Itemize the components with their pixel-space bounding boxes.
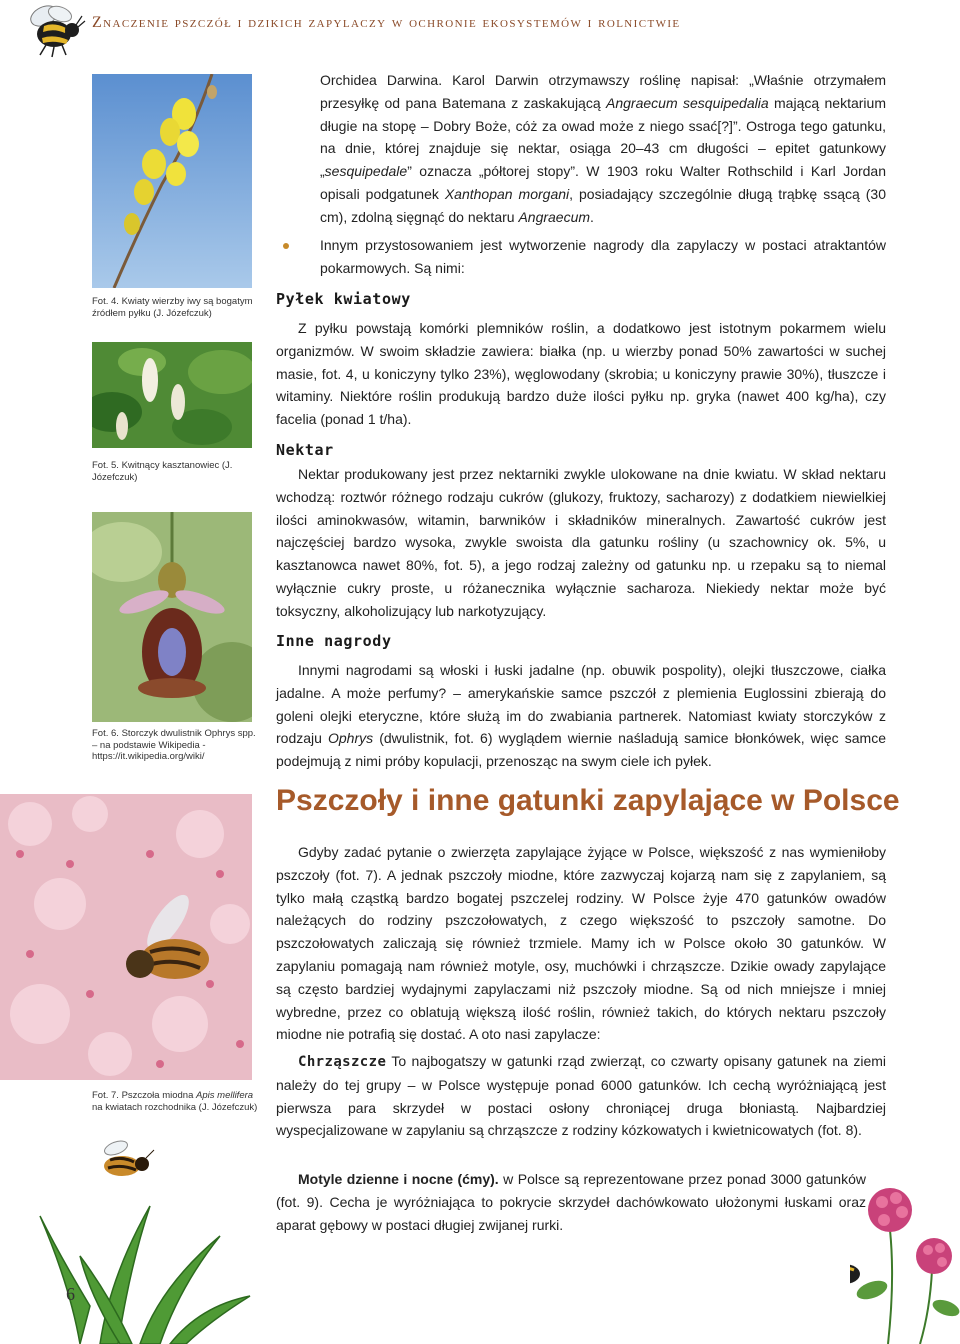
nektar-paragraph: Nektar produkowany jest przez nektarniki zwykle ulokowane na dnie kwiatu. W skład nektaru wchodzą: roztwór różnego rodzaju cukrów (glukozy, fruktozy, sacharozy) z dodatkiem niewielkiej ilości aminokwasów, witamin, barwników i składników mineralnych. Zawartość cukrów jest najczęściej bardzo wysoka, zwykle swoista dla gatunku rośliny (u szachownicy ok. 5%, u kasztanowca nawet 80%, fot. 5), a jego rodzaj zależny od gatunku np. u rzepaku są to niemal wyłącznie cukry proste, u różanecznika wyłącznie sacharoza. Niekiedy nektar może być toksyczny, alkoholizujący lub narkotyzujący. [276, 466, 886, 619]
pylek-paragraph: Z pyłku powstają komórki plemników roślin, a dodatkowo jest istotnym pokarmem wielu organizmów. W swoim składzie zawiera: białka (np. u wierzby ponad 50% zawartości w suchej masie, fot. 4, u koniczyny tylko 23%), węglowodany (skrobia; u koniczyny prawie 30%), tłuszcze i witaminy. Niektóre roślin produkują bardzo duże ilości pyłku np. gryka (nawet 400 kg/ha), czy facelia (ponad 1 t/ha). [276, 320, 886, 428]
motyle-heading: Motyle dzienne i nocne (ćmy). [298, 1171, 499, 1187]
running-header: Znaczenie pszczół i dzikich zapylaczy w ochronie ekosystemów i rolnictwie [92, 14, 681, 31]
section-intro-paragraph: Gdyby zadać pytanie o zwierzęta zapylające żyjące w Polsce, większość z nas wymieniłoby pszczoły (fot. 7). A jednak pszczoły miodne, które zazwyczaj kojarzą nam się z zapylaniem, są tylko małą cząstką bardzo bogatej pszczelej rodziny. W Polsce żyje 470 gatunków owadów należących do rodziny pszczołowatych, z czego większość to pszczoły samotne. Do pszczołowatych zaliczają się również trzmiele. Mamy ich w Polsce około 30 gatunków. W zapylaniu pomagają nam również motyle, osy, muchówki i chrząszcze. Dzikie owady zapylające są często bardziej wydajnymi zapylaczami niż pszczoły miodne. Są od nich mniejsze i mniej wybredne, przez co oblatują większą ilość roślin, również takich, do których nektaru pszczoły miodne nie potrafią się dostać. A oto nasi zapylacze: [276, 844, 886, 1043]
bee-illustration [22, 2, 86, 58]
section-heading-pylek: Pyłek kwiatowy [276, 290, 411, 308]
chestnut-blossom-photo [92, 342, 252, 448]
honeybee-sedum-photo [0, 794, 252, 1080]
bee-illustration [92, 1140, 156, 1186]
photo-caption-4: Fot. 4. Kwiaty wierzby iwy są bogatym źródłem pyłku (J. Józefczuk) [92, 296, 253, 319]
section-heading-nektar: Nektar [276, 441, 334, 459]
section-heading-inne: Inne nagrody [276, 632, 392, 650]
inne-paragraph: Innymi nagrodami są włoski i łuski jadalne (np. obuwik pospolity), olejki tłuszczowe, ciałka jadalne. A może perfumy? – amerykańskie samce pszczół z plemienia Euglossini zbierają do goleni olejki eteryczne, które służą im do zwabiania partnerek. Natomiast kwiaty storczyków z rodzaju Ophrys (dwulistnik, fot. 6) wyglądem wiernie naśladują samice błonkówek, więc samce podejmują z nimi próby kopulacji, przenosząc na swym ciele ich pyłek. [276, 662, 886, 770]
clover-illustration [850, 1180, 960, 1344]
chrzaszcze-paragraph: Chrząszcze To najbogatszy w gatunki rząd zwierząt, co czwarty opisany gatunek na ziemi należy do tej grupy – w Polsce występuje ponad 6000 gatunków. Ich cechą wyróżniającą jest pierwsza para skrzydeł w postaci osłony chroniącej druga błoniastą. Najbardziej wyspecjalizowane w zapylaniu są chrząszcze z rodziny kózkowatych i kwietnicowatych (fot. 8). [276, 1053, 886, 1139]
intro-paragraph: Orchidea Darwina. Karol Darwin otrzymawszy roślinę napisał: „Właśnie otrzymałem przesyłkę od pana Batemana z zaskakującą Angraecum sesquipedalia mającą nektarium długie na stopę – Dobry Boże, cóż za owad może z niego ssać[?]”. Ostroga tego gatunku, na dnie, której znajduje się nektar, osiąga 20–43 cm długości – epitet gatunkowy „sesquipedale” oznacza „półtorej stopy”. W 1903 roku Walter Rothschild i Karl Jordan opisali podgatunek Xanthopan morgani, posiadający szczególnie długą trąbkę ssącą (30 cm), zdolną sięgnąć do nektaru Angraecum. [320, 72, 886, 225]
bullet-marker [283, 243, 289, 249]
willow-catkins-photo [92, 74, 252, 288]
ophrys-orchid-photo [92, 512, 252, 722]
motyle-paragraph: Motyle dzienne i nocne (ćmy). w Polsce są reprezentowane przez ponad 3000 gatunków (fot. 9). Cecha je wyróżniająca to pokrycie skrzydeł dachówkowato ułożonymi łuskami oraz aparat gębowy w postaci długiej zwijanej rurki. [276, 1171, 866, 1233]
photo-caption-6: Fot. 6. Storczyk dwulistnik Ophrys spp. – na podstawie Wikipedia - https://it.wikipedia.org/wiki/ [92, 728, 256, 762]
page-number: 6 [66, 1284, 75, 1304]
section-title: Pszczoły i inne gatunki zapylające w Polsce [276, 784, 900, 817]
photo-caption-5: Fot. 5. Kwitnący kasztanowiec (J. Józefczuk) [92, 460, 233, 483]
dandelion-leaves-illustration [20, 1196, 260, 1344]
chrzaszcze-heading: Chrząszcze [298, 1054, 387, 1070]
photo-caption-7: Fot. 7. Pszczoła miodna Apis mellifera na kwiatach rozchodnika (J. Józefczuk) [92, 1090, 258, 1113]
bullet-item: Innym przystosowaniem jest wytworzenie nagrody dla zapylaczy w postaci atraktantów pokarmowych. Są nimi: [320, 237, 886, 276]
